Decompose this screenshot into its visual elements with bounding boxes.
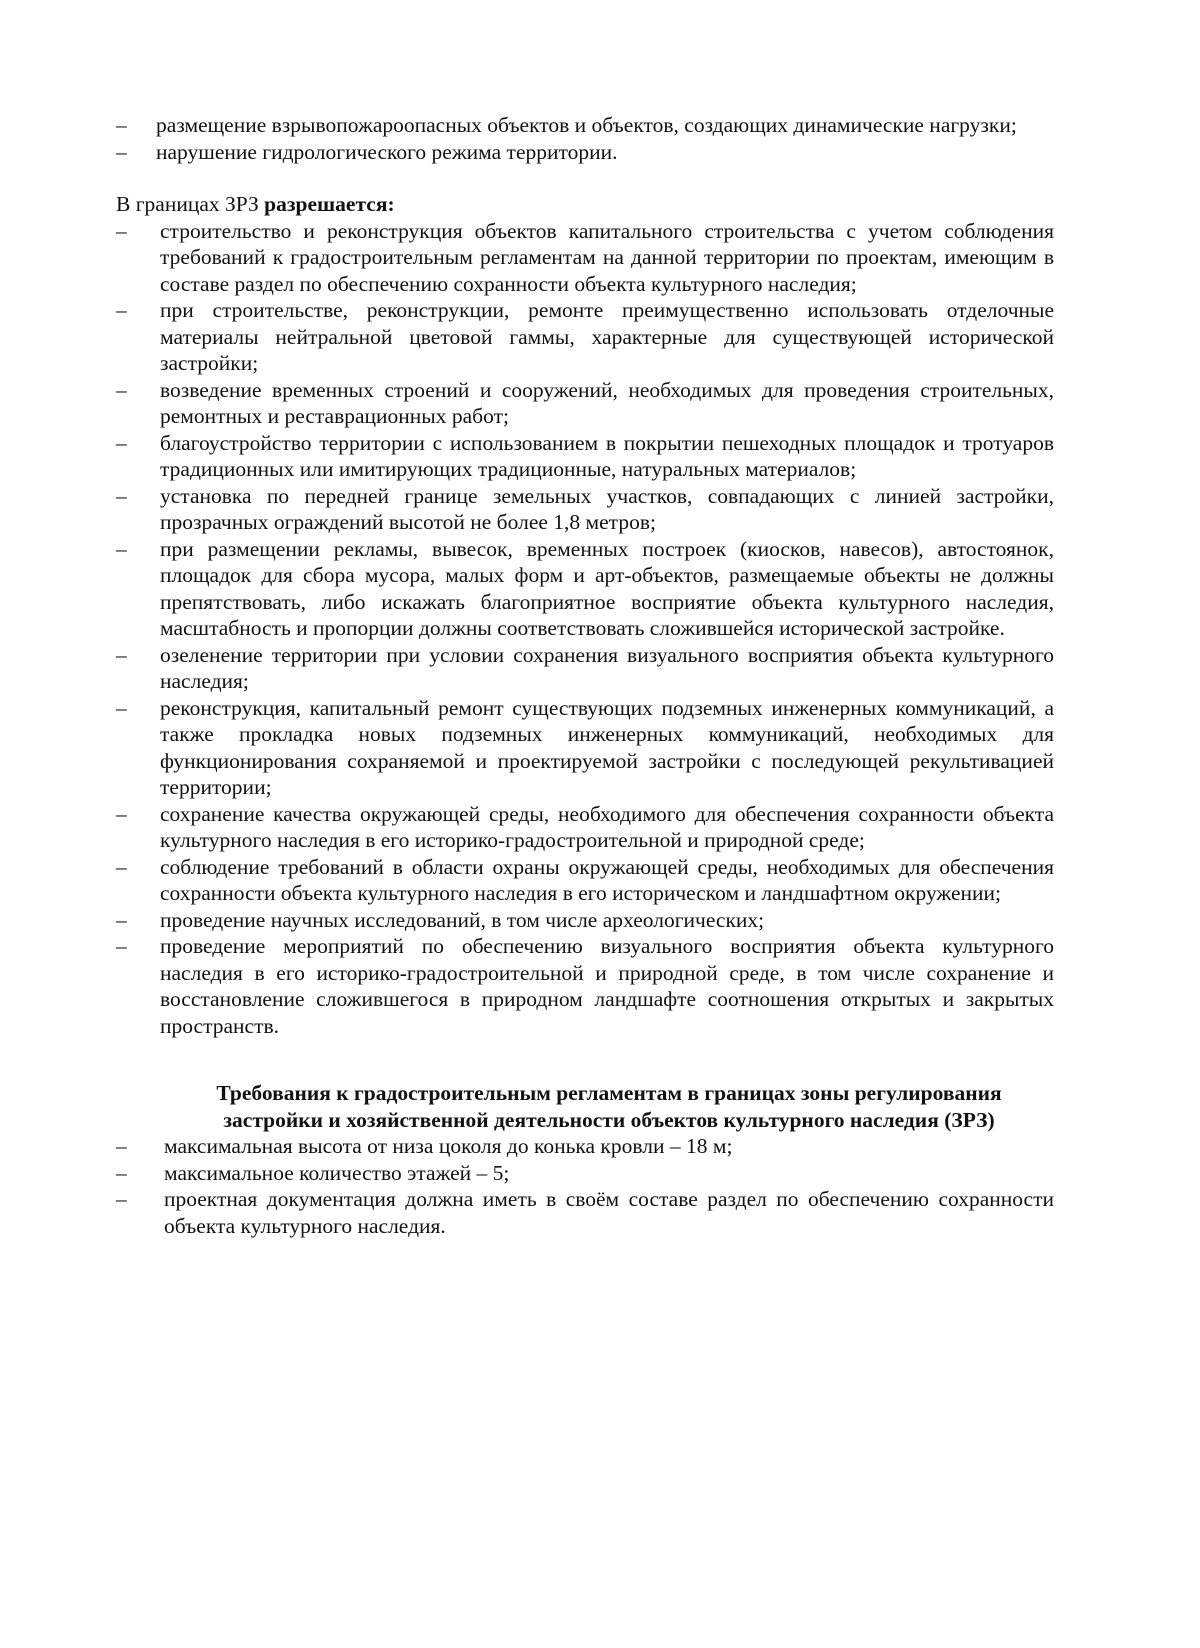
list-item-text: максимальная высота от низа цоколя до конька кровли – 18 м; (164, 1134, 733, 1158)
list-item (116, 1160, 1054, 1187)
list-item (116, 112, 1054, 139)
dash-marker: – (116, 139, 127, 164)
dash-marker: – (116, 801, 127, 826)
dash-marker: – (116, 218, 127, 243)
list-item (116, 854, 1054, 907)
list-item (116, 536, 1054, 642)
list-item-text: озеленение территории при условии сохранения визуального восприятия объекта культурного наследия; (160, 642, 1054, 693)
list-item-text: проектная документация должна иметь в своём составе раздел по обеспечению сохранности объекта культурного наследия. (164, 1187, 1054, 1238)
list-item-text: размещение взрывопожароопасных объектов и объектов, создающих динамические нагрузки; (156, 113, 1017, 137)
list-item (116, 139, 1054, 166)
dash-marker: – (116, 854, 127, 879)
list-item-text: при размещении рекламы, вывесок, временных построек (киосков, навесов), автостоянок, площадок для сбора мусора, малых форм и арт-объектов, размещаемые объекты не должны препятствовать, либо искажать благоприятное восприятие объекта культурного наследия, масштабность и пропорции должны соответствовать сложившейся исторической застройке. (160, 536, 1054, 640)
dash-marker: – (116, 907, 127, 932)
list-item-text: проведение мероприятий по обеспечению визуального восприятия объекта культурного наследия в его историко-градостроительной и природной среде, в том числе сохранение и восстановление сложившегося в природном ландшафте соотношения открытых и закрытых пространств. (160, 934, 1054, 1038)
prohibited-list-tail (116, 112, 1054, 165)
dash-marker: – (116, 934, 127, 958)
requirements-heading-line2: застройки и хозяйственной деятельности объектов культурного наследия (ЗРЗ) (223, 1107, 995, 1132)
dash-marker: – (116, 430, 127, 455)
dash-marker: – (116, 113, 127, 137)
list-item (116, 642, 1054, 695)
list-item (116, 695, 1054, 801)
list-item (116, 801, 1054, 854)
dash-marker: – (116, 298, 127, 322)
dash-marker: – (116, 483, 127, 508)
list-item-text: реконструкция, капитальный ремонт существующих подземных инженерных коммуникаций, а также прокладка новых подземных инженерных коммуникаций, необходимых для функционирования сохраняемой и проектируемой застройки с последующей рекультивацией территории; (160, 695, 1054, 799)
list-item-text: проведение научных исследований, в том числе археологических; (160, 907, 765, 932)
list-item-text: возведение временных строений и сооружений, необходимых для проведения строительных, ремонтных и реставрационных работ; (160, 377, 1054, 428)
list-item (116, 907, 1054, 934)
list-item-text: установка по передней границе земельных участков, совпадающих с линией застройки, прозрачных ограждений высотой не более 1,8 метров; (160, 483, 1054, 534)
dash-marker: – (116, 377, 127, 402)
list-item-text: соблюдение требований в области охраны окружающей среды, необходимых для обеспечения сохранности объекта культурного наследия в его историческом и ландшафтном окружении; (160, 854, 1054, 905)
list-item (116, 297, 1054, 377)
dash-marker: – (116, 1187, 127, 1211)
list-item (116, 430, 1054, 483)
dash-marker: – (116, 1160, 127, 1185)
allowed-intro-prefix: В границах ЗРЗ (116, 192, 265, 216)
requirements-heading-line1: Требования к градостроительным регламентам в границах зоны регулирования (216, 1081, 1002, 1105)
allowed-intro-bold: разрешается: (264, 192, 395, 216)
dash-marker: – (116, 642, 127, 667)
list-item-text: сохранение качества окружающей среды, необходимого для обеспечения сохранности объекта культурного наследия в его историко-градостроительной и природной среде; (160, 801, 1054, 852)
dash-marker: – (116, 1134, 127, 1158)
list-item-text: строительство и реконструкция объектов капитального строительства с учетом соблюдения требований к градостроительным регламентам на данной территории по проектам, имеющим в составе раздел по обеспечению сохранности объекта культурного наследия; (160, 218, 1054, 296)
list-item-text: при строительстве, реконструкции, ремонте преимущественно использовать отделочные материалы нейтральной цветовой гаммы, характерные для существующей исторической застройки; (160, 298, 1054, 375)
requirements-heading (116, 1080, 1054, 1133)
requirements-list (116, 1133, 1054, 1239)
allowed-list (116, 218, 1054, 1040)
list-item (116, 1133, 1054, 1160)
list-item (116, 377, 1054, 430)
list-item (116, 1186, 1054, 1239)
list-item-text: благоустройство территории с использованием в покрытии пешеходных площадок и тротуаров традиционных или имитирующих традиционные, натуральных материалов; (160, 430, 1054, 481)
list-item (116, 218, 1054, 298)
list-item (116, 933, 1054, 1039)
allowed-intro (116, 191, 1054, 218)
list-item-text: нарушение гидрологического режима территории. (156, 139, 618, 164)
document-body (116, 112, 1054, 1239)
dash-marker: – (116, 536, 127, 561)
list-item-text: максимальное количество этажей – 5; (164, 1160, 510, 1185)
list-item (116, 483, 1054, 536)
dash-marker: – (116, 695, 127, 720)
